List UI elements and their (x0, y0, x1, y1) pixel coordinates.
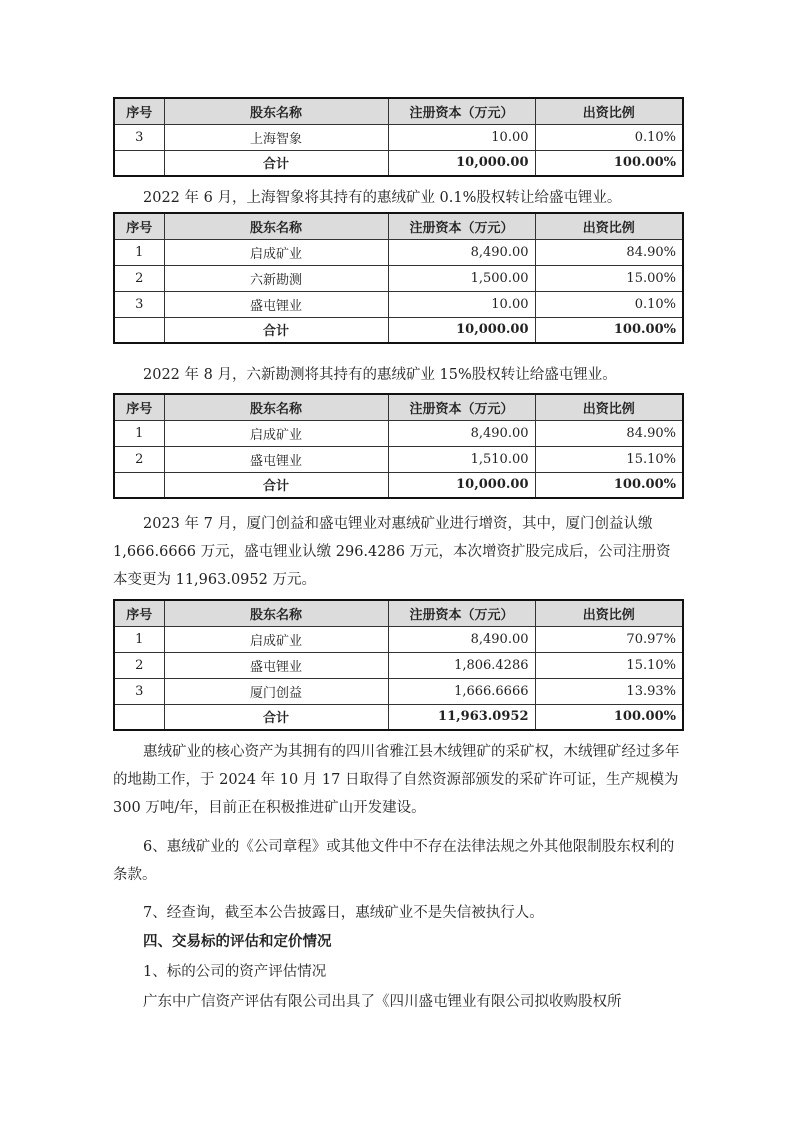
cell-no: 2 (114, 446, 164, 472)
table-header-row (114, 213, 683, 239)
cell-name: 盛屯锂业 (164, 652, 388, 678)
header-name: 股东名称 (164, 213, 388, 239)
cell-ratio: 84.90% (535, 239, 683, 265)
paragraph-transfer-2022-08: 2022 年 8 月，六新勘测将其持有的惠绒矿业 15%股权转让给盛屯锂业。 (143, 367, 617, 383)
cell-name: 启成矿业 (164, 420, 388, 446)
cell-no: 1 (114, 420, 164, 446)
total-label: 合计 (164, 150, 388, 176)
cell-name: 厦门创益 (164, 678, 388, 704)
cell-capital: 1,806.4286 (388, 652, 535, 678)
total-ratio: 100.00% (535, 704, 683, 730)
header-name: 股东名称 (164, 98, 388, 124)
cell-name: 盛屯锂业 (164, 446, 388, 472)
cell-capital: 10.00 (388, 124, 535, 150)
header-ratio: 出资比例 (535, 213, 683, 239)
section-heading: 四、交易标的评估和定价情况 (143, 934, 332, 950)
cell-no: 1 (114, 239, 164, 265)
shareholder-table-1 (113, 97, 684, 177)
total-label: 合计 (164, 704, 388, 730)
cell-capital: 8,490.00 (388, 239, 535, 265)
table-row (114, 291, 683, 317)
cell-no: 3 (114, 678, 164, 704)
table-row (114, 265, 683, 291)
cell-capital: 10.00 (388, 291, 535, 317)
table-row (114, 420, 683, 446)
paragraph-articles: 6、惠绒矿业的《公司章程》或其他文件中不存在法律法规之外其他限制股东权利的条款。 (113, 839, 675, 883)
total-ratio: 100.00% (535, 472, 683, 498)
cell-capital: 1,500.00 (388, 265, 535, 291)
header-ratio: 出资比例 (535, 394, 683, 420)
cell-no: 1 (114, 626, 164, 652)
table-row (114, 239, 683, 265)
table-row (114, 678, 683, 704)
table-total-row (114, 317, 683, 343)
header-no: 序号 (114, 600, 164, 626)
cell-ratio: 0.10% (535, 291, 683, 317)
table-total-row (114, 704, 683, 730)
cell-ratio: 0.10% (535, 124, 683, 150)
cell-empty (114, 704, 164, 730)
total-capital: 10,000.00 (388, 317, 535, 343)
total-capital: 11,963.0952 (388, 704, 535, 730)
cell-name: 启成矿业 (164, 239, 388, 265)
total-capital: 10,000.00 (388, 472, 535, 498)
cell-name: 上海智象 (164, 124, 388, 150)
table-header-row (114, 98, 683, 124)
cell-ratio: 70.97% (535, 626, 683, 652)
total-ratio: 100.00% (535, 317, 683, 343)
total-label: 合计 (164, 472, 388, 498)
header-capital: 注册资本（万元） (388, 394, 535, 420)
cell-no: 3 (114, 291, 164, 317)
table-total-row (114, 150, 683, 176)
cell-no: 2 (114, 652, 164, 678)
cell-capital: 1,666.6666 (388, 678, 535, 704)
total-ratio: 100.00% (535, 150, 683, 176)
table-header-row (114, 394, 683, 420)
subsection-heading: 1、标的公司的资产评估情况 (143, 964, 327, 980)
cell-empty (114, 472, 164, 498)
header-capital: 注册资本（万元） (388, 98, 535, 124)
cell-capital: 1,510.00 (388, 446, 535, 472)
header-no: 序号 (114, 394, 164, 420)
header-ratio: 出资比例 (535, 98, 683, 124)
shareholder-table-3 (113, 393, 684, 499)
paragraph-capital-increase-2023: 2023 年 7 月，厦门创益和盛屯锂业对惠绒矿业进行增资，其中，厦门创益认缴 1,666.6666 万元，盛屯锂业认缴 296.4286 万元，本次增资扩股完成后，公司注册资本变更为 11,963.0952 万元。 (113, 516, 671, 588)
header-ratio: 出资比例 (535, 600, 683, 626)
shareholder-table-2 (113, 212, 684, 344)
paragraph-core-asset: 惠绒矿业的核心资产为其拥有的四川省雅江县木绒锂矿的采矿权，木绒锂矿经过多年的地勘工作，于 2024 年 10 月 17 日取得了自然资源部颁发的采矿许可证，生产规模为 300 万吨/年，目前正在积极推进矿山开发建设。 (113, 744, 680, 816)
table-header-row (114, 600, 683, 626)
cell-empty (114, 317, 164, 343)
cell-name: 启成矿业 (164, 626, 388, 652)
cell-ratio: 15.10% (535, 652, 683, 678)
header-capital: 注册资本（万元） (388, 600, 535, 626)
cell-ratio: 15.10% (535, 446, 683, 472)
cell-name: 六新勘测 (164, 265, 388, 291)
cell-empty (114, 150, 164, 176)
cell-ratio: 13.93% (535, 678, 683, 704)
total-capital: 10,000.00 (388, 150, 535, 176)
cell-name: 盛屯锂业 (164, 291, 388, 317)
header-capital: 注册资本（万元） (388, 213, 535, 239)
paragraph-credit-check: 7、经查询，截至本公告披露日，惠绒矿业不是失信被执行人。 (143, 905, 544, 921)
cell-ratio: 15.00% (535, 265, 683, 291)
table-total-row (114, 472, 683, 498)
cell-capital: 8,490.00 (388, 420, 535, 446)
header-name: 股东名称 (164, 394, 388, 420)
cell-ratio: 84.90% (535, 420, 683, 446)
table-row (114, 626, 683, 652)
paragraph-transfer-2022-06: 2022 年 6 月，上海智象将其持有的惠绒矿业 0.1%股权转让给盛屯锂业。 (143, 190, 622, 206)
table-row (114, 124, 683, 150)
shareholder-table-4 (113, 599, 684, 731)
header-no: 序号 (114, 213, 164, 239)
cell-no: 3 (114, 124, 164, 150)
total-label: 合计 (164, 317, 388, 343)
cell-capital: 8,490.00 (388, 626, 535, 652)
paragraph-appraisal: 广东中广信资产评估有限公司出具了《四川盛屯锂业有限公司拟收购股权所 (143, 994, 622, 1010)
cell-no: 2 (114, 265, 164, 291)
header-no: 序号 (114, 98, 164, 124)
header-name: 股东名称 (164, 600, 388, 626)
table-row (114, 446, 683, 472)
table-row (114, 652, 683, 678)
